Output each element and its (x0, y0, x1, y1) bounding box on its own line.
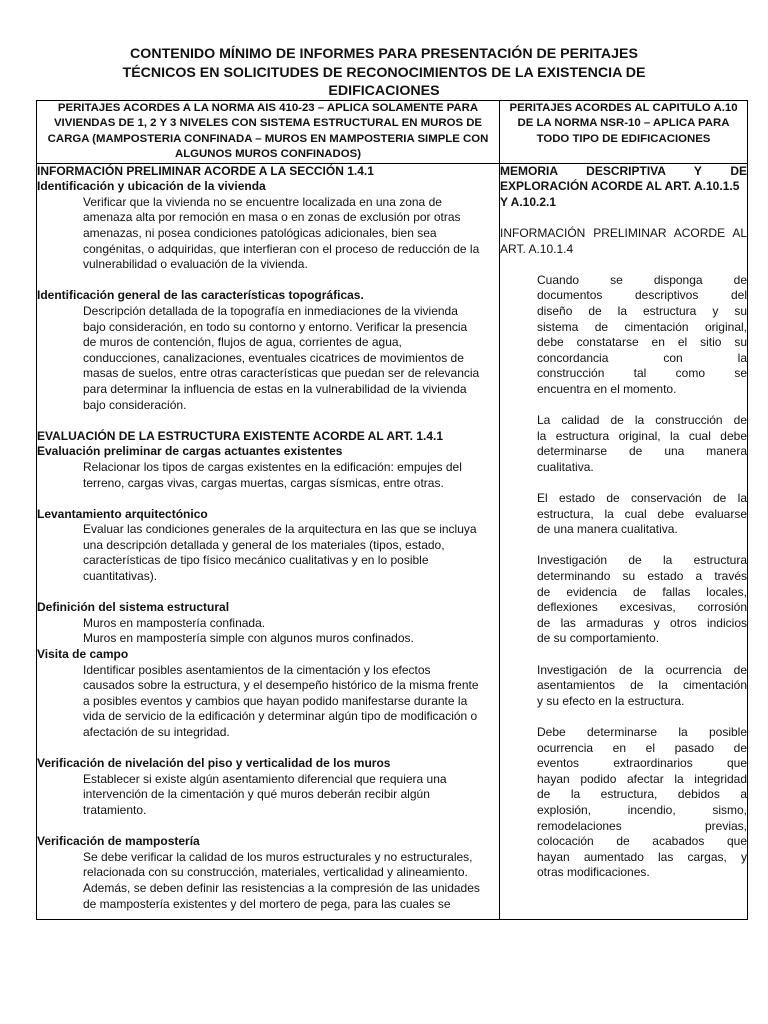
text-line: masas de suelos, entre otras características que puedan ser de relevancia (83, 366, 480, 381)
subheading: Levantamiento arquitectónico (37, 506, 208, 521)
text-line: colocación de acabados que (537, 834, 747, 849)
header-line: TODO TIPO DE EDIFICACIONES (536, 132, 711, 145)
subheading: Verificación de nivelación del piso y verticalidad de los muros (37, 756, 391, 771)
text-line: MEMORIA DESCRIPTIVA Y DE (500, 163, 747, 178)
header-line: ALGUNOS MUROS CONFINADOS) (174, 148, 362, 161)
subheading: Identificación general de las características topográficas. (37, 288, 364, 303)
header-left (37, 101, 500, 164)
text-line: Cuando se disponga de (537, 272, 747, 287)
text-line: construcción tal como se (537, 366, 747, 381)
paragraph (500, 725, 747, 881)
text-line: bajo consideración. (83, 397, 187, 412)
text-line: explosión, incendio, sismo, (537, 802, 747, 817)
text-line: determinando su estado a través (537, 569, 747, 584)
paragraph (500, 663, 747, 710)
text-line: amenaza alta por remoción en masa o en zonas de exclusión por otras (83, 210, 461, 225)
subheading: Evaluación preliminar de cargas actuantes existentes (37, 444, 343, 459)
header-line: PERITAJES ACORDES A LA NORMA AIS 410-23 – APLICA SOLAMENTE PARA (57, 102, 479, 114)
text-line: ART. A.10.1.4 (500, 241, 574, 256)
text-line: tratamiento. (83, 802, 147, 817)
text-line: Descripción detallada de la topografía en inmediaciones de la vivienda (83, 303, 458, 318)
text-line: bajo consideración, en todo su contorno y entorno. Verificar la presencia (83, 319, 468, 334)
text-line: a posibles eventos y cambios que hayan podido manifestarse durante la (83, 693, 468, 708)
subheading: Identificación y ubicación de la vivienda (37, 179, 266, 194)
text-line: Establecer si existe algún asentamiento diferencial que requiera una (83, 771, 447, 786)
text-line: Se debe verificar la calidad de los muros estructurales y no estructurales, (83, 849, 473, 864)
paragraph (500, 491, 747, 538)
text-line: vulnerabilidad o evaluación de la vivienda. (83, 257, 308, 272)
header-line: VIVIENDAS DE 1, 2 Y 3 NIVELES CON SISTEMA ESTRUCTURAL EN MUROS DE (53, 117, 483, 130)
text-line: relacionada con su construcción, materiales, verticalidad y alineamiento. (83, 865, 468, 880)
text-line: amenazas, ni posea condiciones patológicas adicionales, bien sea (83, 226, 437, 240)
text-line: Verificar que la vivienda no se encuentre localizada en una zona de (83, 194, 442, 209)
left-column (37, 163, 500, 919)
section-heading (500, 164, 747, 211)
text-line: la estructura original, la cual debe (537, 428, 747, 443)
section-heading (500, 226, 747, 257)
text-line: terreno, cargas vivas, cargas muertas, cargas sísmicas, entre otras. (83, 475, 444, 490)
document-title (60, 45, 708, 101)
subheading: Definición del sistema estructural (37, 600, 230, 615)
paragraph (37, 460, 499, 491)
paragraph (37, 772, 499, 819)
text-line: Además, se deben definir las resistencias a la compresión de las unidades (83, 880, 480, 895)
text-line: cualitativa. (537, 459, 594, 474)
title-line: TÉCNICOS EN SOLICITUDES DE RECONOCIMIENTOS DE LA EXISTENCIA DE (122, 64, 646, 81)
header-line: CARGA (MAMPOSTERIA CONFINADA – MUROS EN MAMPOSTERIA SIMPLE CON (47, 132, 489, 145)
text-line: Investigación de la estructura (537, 553, 747, 568)
text-line: de evidencia de fallas locales, (537, 584, 747, 599)
text-line: documentos descriptivos del (537, 288, 747, 303)
header-right (500, 101, 748, 164)
text-line: INFORMACIÓN PRELIMINAR ACORDE AL (500, 226, 747, 240)
header-line: DE LA NORMA NSR-10 – APLICA PARA (517, 117, 730, 130)
text-line: de la estructura, debidos a (537, 787, 747, 802)
text-line: una descripción detallada y general de los materiales (tipos, estado, (83, 537, 445, 552)
text-line: hayan aumentado las cargas, y (537, 849, 747, 864)
text-line: determinarse de una manera (537, 444, 747, 459)
text-line: EXPLORACIÓN ACORDE AL ART. A.10.1.5 (500, 179, 740, 194)
subheading: Verificación de mampostería (37, 834, 200, 849)
text-line: asentamientos de la cimentación (537, 678, 747, 693)
text-line: Evaluar las condiciones generales de la arquitectura en las que se incluya (83, 522, 477, 537)
text-line: sistema de cimentación original, (537, 319, 747, 334)
section-heading: INFORMACIÓN PRELIMINAR ACORDE A LA SECCIÓN 1.4.1 (37, 163, 374, 178)
text-line: congénitas, o adquiridas, que interfieran con el proceso de reducción de la (83, 241, 480, 256)
text-line: Debe determinarse la posible (537, 725, 747, 739)
text-line: Muros en mampostería simple con algunos muros confinados. (83, 631, 414, 646)
text-line: de una manera cualitativa. (537, 522, 678, 537)
text-line: de mampostería existentes y del mortero de pega, para las cuales se (83, 896, 451, 911)
paragraph (37, 850, 499, 912)
text-line: Identificar posibles asentamientos de la cimentación y los efectos (83, 662, 431, 677)
text-line: otras modificaciones. (537, 865, 650, 880)
paragraph (37, 195, 499, 273)
text-line: ocurrencia en el pasado de (537, 740, 747, 755)
paragraph (37, 663, 499, 741)
text-line: de su comportamiento. (537, 631, 660, 646)
text-line: para determinar la influencia de estas en la vulnerabilidad de la vivienda (83, 381, 467, 396)
text-line: concordancia con la (537, 350, 747, 365)
text-line: causados sobre la estructura, y el desempeño histórico de la misma frente (83, 678, 479, 693)
text-line: hayan podido afectar la integridad (537, 771, 747, 786)
text-line: eventos extraordinarios que (537, 756, 747, 771)
text-line: debe constatarse en el sitio su (537, 335, 747, 350)
text-line: Investigación de la ocurrencia de (537, 662, 747, 677)
paragraph (37, 616, 499, 647)
paragraph (500, 273, 747, 398)
text-line: estructura, la cual debe evaluarse (537, 506, 747, 521)
text-line: La calidad de la construcción de (537, 413, 747, 428)
text-line: intervención de la cimentación y qué muros deberán recibir algún (83, 787, 430, 802)
text-line: deflexiones excesivas, corrosión (537, 600, 747, 615)
header-line: PERITAJES ACORDES AL CAPITULO A.10 (509, 102, 738, 114)
paragraph (37, 522, 499, 584)
text-line: diseño de la estructura y su (537, 303, 747, 318)
text-line: Relacionar los tipos de cargas existentes en la edificación: empujes del (83, 459, 462, 474)
paragraph (500, 413, 747, 475)
text-line: conducciones, canalizaciones, eventuales cicatrices de movimientos de (83, 350, 464, 365)
text-line: afectación de su integridad. (83, 725, 230, 739)
paragraph (37, 304, 499, 413)
text-line: de las armaduras y otros indicios (537, 615, 747, 630)
text-line: El estado de conservación de la (537, 491, 747, 506)
title-line: CONTENIDO MÍNIMO DE INFORMES PARA PRESENTACIÓN DE PERITAJES (130, 46, 638, 62)
text-line: y su efecto en la estructura. (537, 693, 685, 708)
subheading: Visita de campo (37, 647, 129, 662)
text-line: de muros de contención, flujos de agua, corrientes de agua, (83, 335, 402, 350)
text-line: características de tipo físico mecánico cualitativas y en lo posible (83, 553, 429, 568)
text-line: cuantitativas). (83, 569, 158, 584)
text-line: vida de servicio de la edificación y determinar algún tipo de modificación o (83, 709, 478, 724)
text-line: Muros en mampostería confinada. (83, 615, 266, 630)
text-line: encuentra en el momento. (537, 381, 677, 396)
section-heading: EVALUACIÓN DE LA ESTRUCTURA EXISTENTE ACORDE AL ART. 1.4.1 (37, 428, 444, 443)
content-table (36, 100, 748, 920)
paragraph (500, 553, 747, 647)
right-column (500, 163, 748, 919)
text-line: remodelaciones previas, (537, 818, 747, 833)
text-line: Y A.10.2.1 (500, 194, 557, 209)
title-line: EDIFICACIONES (328, 83, 440, 99)
